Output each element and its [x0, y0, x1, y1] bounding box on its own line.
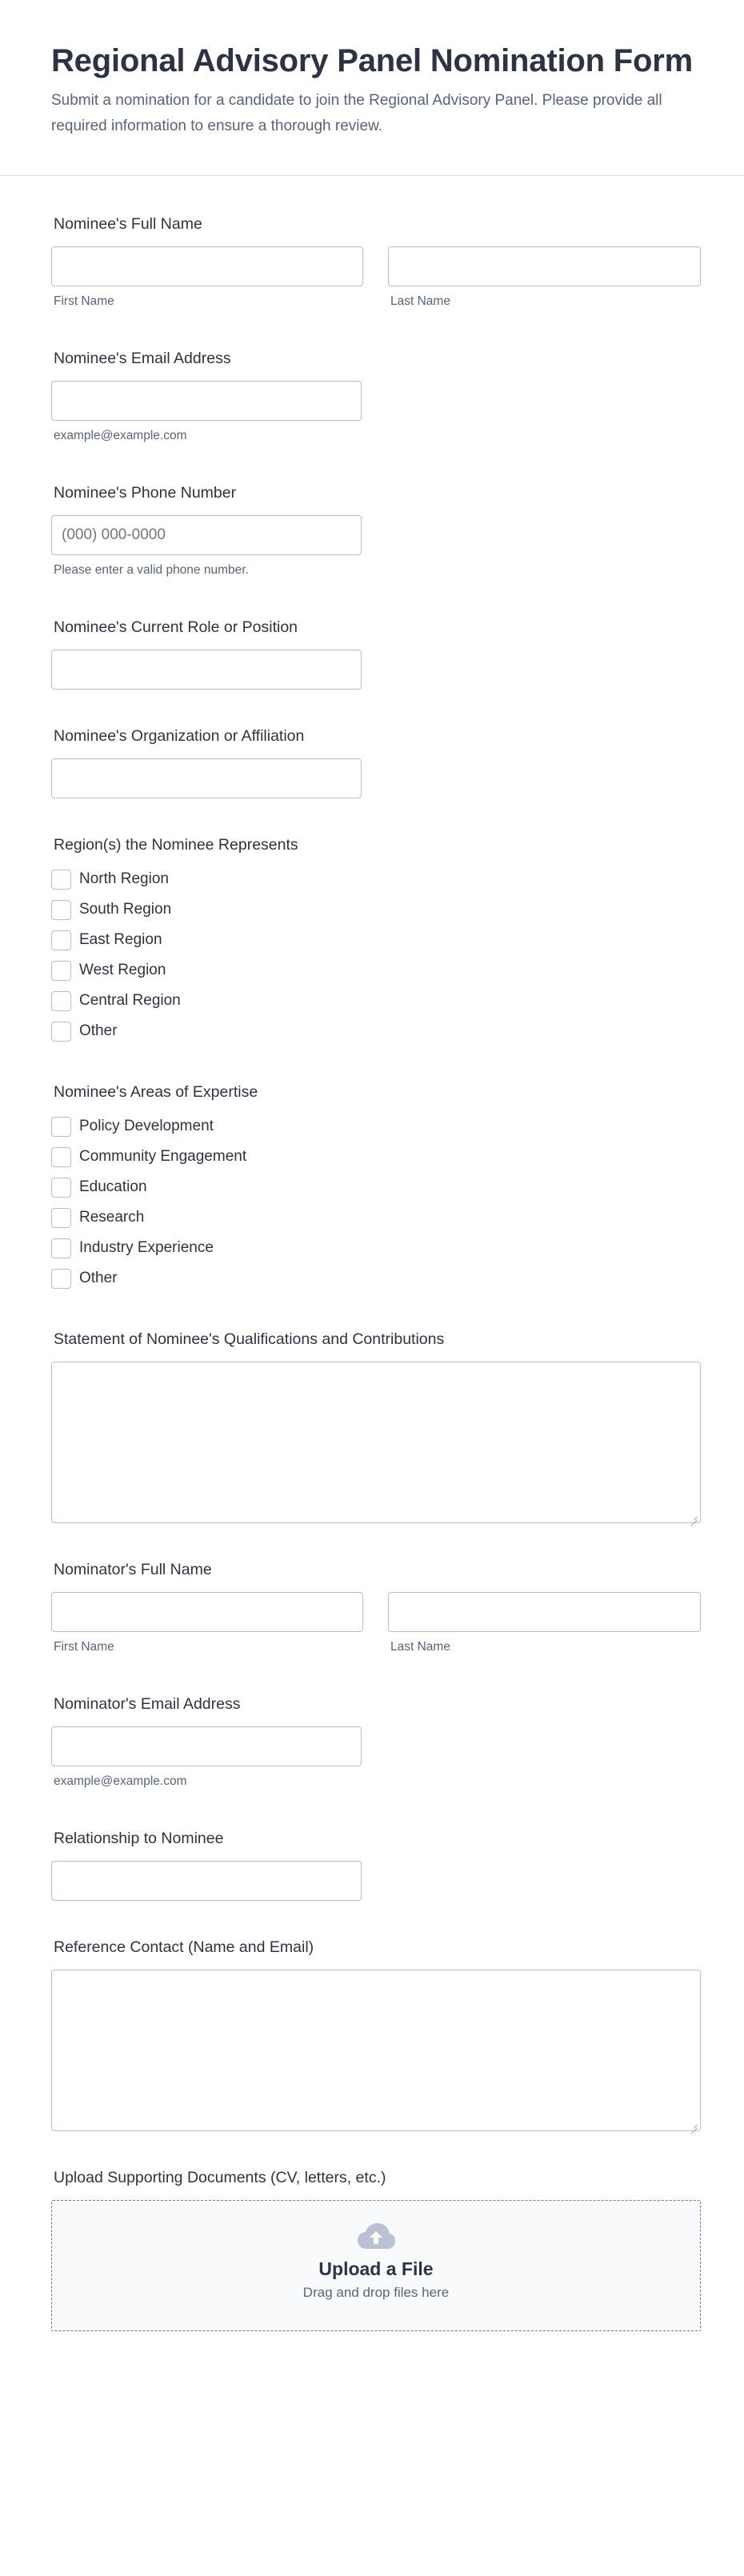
nominee-email-label: Nominee's Email Address [54, 350, 231, 367]
upload-title: Upload a File [318, 2258, 434, 2279]
checkbox[interactable] [51, 1117, 71, 1137]
checkbox[interactable] [51, 1147, 71, 1167]
nominator-email-sublabel: example@example.com [54, 1774, 187, 1788]
nominator-email-field [51, 1694, 363, 1788]
nominator-email-label: Nominator's Email Address [54, 1695, 241, 1713]
nominator-name-label: Nominator's Full Name [54, 1561, 212, 1578]
upload-field [51, 2168, 701, 2300]
regions-field [51, 835, 371, 1039]
reference-label: Reference Contact (Name and Email) [54, 1938, 314, 1956]
region-option[interactable] [51, 960, 166, 981]
expertise-option[interactable] [51, 1177, 147, 1198]
expertise-option[interactable] [51, 1268, 118, 1289]
region-option-label: West Region [79, 962, 166, 978]
region-option-label: East Region [79, 931, 162, 948]
expertise-option-label: Education [79, 1178, 147, 1195]
region-option[interactable] [51, 990, 181, 1011]
nominee-org-label: Nominee's Organization or Affiliation [54, 727, 305, 745]
nominee-first-name-input[interactable] [51, 246, 363, 286]
nominee-org-input[interactable] [51, 758, 362, 798]
nominator-name-field [51, 1560, 701, 1654]
checkbox[interactable] [51, 1208, 71, 1228]
nominee-last-name-input[interactable] [388, 246, 701, 286]
expertise-option[interactable] [51, 1146, 246, 1167]
nominee-org-field [51, 726, 363, 746]
form-description: Submit a nomination for a candidate to join the Regional Advisory Panel. Please provide all required information to ensure a thorough review. [51, 92, 662, 134]
checkbox[interactable] [51, 930, 71, 950]
region-option[interactable] [51, 930, 162, 950]
resize-handle-icon[interactable] [690, 1513, 698, 1520]
expertise-option-label: Other [79, 1270, 118, 1286]
nominee-role-label: Nominee's Current Role or Position [54, 618, 298, 636]
nominee-phone-field [51, 483, 363, 577]
nominee-email-input[interactable] [51, 381, 362, 421]
region-option-label: Central Region [79, 992, 181, 1009]
regions-label: Region(s) the Nominee Represents [54, 836, 298, 854]
nominee-phone-input[interactable] [51, 515, 362, 555]
region-option-label: North Region [79, 870, 169, 887]
expertise-option[interactable] [51, 1238, 214, 1258]
cloud-upload-icon [52, 2222, 700, 2254]
upload-subtitle: Drag and drop files here [302, 2285, 450, 2300]
cloud-upload-icon-svg [356, 2222, 396, 2252]
relationship-input[interactable] [51, 1861, 362, 1901]
nominee-role-input[interactable] [51, 650, 362, 690]
expertise-option[interactable] [51, 1207, 144, 1228]
nominee-first-name-sublabel: First Name [54, 294, 114, 308]
reference-textarea[interactable] [51, 1970, 701, 2131]
nominee-name-field [51, 214, 701, 308]
relationship-field [51, 1829, 363, 1848]
checkbox[interactable] [51, 1178, 71, 1198]
expertise-option-label: Research [79, 1209, 145, 1226]
nominee-email-sublabel: example@example.com [54, 429, 187, 442]
checkbox[interactable] [51, 991, 71, 1011]
nominee-email-field [51, 349, 363, 442]
nominee-last-name-sublabel: Last Name [390, 294, 450, 308]
resize-handle-icon[interactable] [690, 2121, 698, 2128]
nominee-name-label: Nominee's Full Name [54, 215, 202, 233]
expertise-label: Nominee's Areas of Expertise [54, 1083, 258, 1101]
checkbox[interactable] [51, 1022, 71, 1042]
upload-label: Upload Supporting Documents (CV, letters, etc.) [54, 2169, 386, 2186]
expertise-option-label: Community Engagement [79, 1148, 247, 1165]
upload-dropzone[interactable] [51, 2200, 701, 2331]
expertise-option[interactable] [51, 1116, 214, 1137]
checkbox[interactable] [51, 961, 71, 981]
statement-label: Statement of Nominee's Qualifications and Contributions [54, 1330, 445, 1348]
expertise-option-label: Industry Experience [79, 1239, 214, 1256]
statement-field [51, 1330, 701, 1349]
nominator-first-name-sublabel: First Name [54, 1640, 114, 1654]
region-option-label: Other [79, 1022, 118, 1039]
form-header [0, 0, 744, 176]
nominee-role-field [51, 618, 363, 637]
checkbox[interactable] [51, 900, 71, 920]
nominee-phone-sublabel: Please enter a valid phone number. [54, 563, 249, 577]
checkbox[interactable] [51, 870, 71, 890]
checkbox[interactable] [51, 1269, 71, 1289]
region-option[interactable] [51, 869, 169, 890]
statement-textarea[interactable] [51, 1362, 701, 1523]
nominator-first-name-input[interactable] [51, 1592, 363, 1632]
form-title: Regional Advisory Panel Nomination Form [51, 43, 693, 78]
expertise-field [51, 1082, 371, 1286]
checkbox[interactable] [51, 1238, 71, 1258]
region-option-label: South Region [79, 901, 172, 918]
reference-field [51, 1938, 701, 1957]
expertise-option-label: Policy Development [79, 1118, 214, 1134]
nominator-email-input[interactable] [51, 1726, 362, 1766]
region-option[interactable] [51, 899, 171, 920]
nominator-last-name-sublabel: Last Name [390, 1640, 450, 1654]
nominator-last-name-input[interactable] [388, 1592, 701, 1632]
relationship-label: Relationship to Nominee [54, 1830, 224, 1847]
nominee-phone-label: Nominee's Phone Number [54, 484, 237, 502]
region-option[interactable] [51, 1021, 118, 1042]
